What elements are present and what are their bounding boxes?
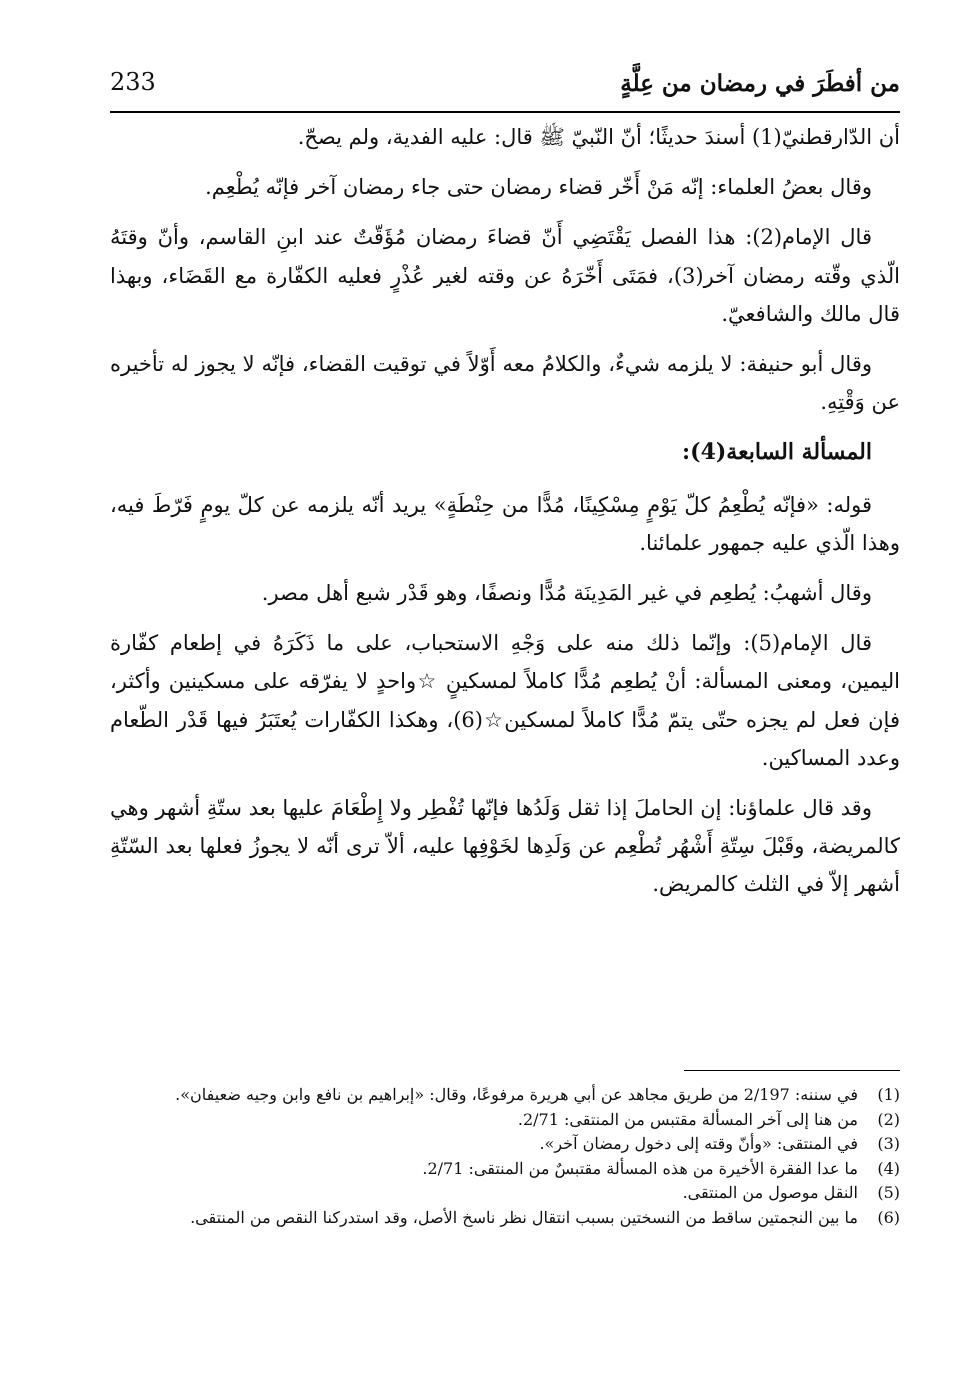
paragraph: قال الإمام(5): وإنّما ذلك منه على وَجْهِ الاستحباب، على ما ذَكَرَهُ في إطعام كفّارة اليمين، ومعنى المسألة: أنْ يُطعِم مُدًّا كاملاً لمسكينٍ ☆واحدٍ لا يفرّقه على مسكينين وأكثر، فإن فعل لم يجزه حتّى يتمّ مُدًّا كاملاً لمسكين☆(6)، وهكذا الكفّارات يُعتَبَرُ فيها قَدْر الطّعام وعدد المساكين. bbox=[110, 631, 901, 770]
footnote-number: (2) bbox=[877, 1109, 900, 1129]
paragraph: وقال أشهبُ: يُطعِم في غير المَدِينَة مُدًّا ونصفًا، وهو قَدْر شبع أهل مصر. bbox=[261, 581, 872, 606]
footnote bbox=[110, 1108, 900, 1133]
paragraph: أن الدّارقطنيّ(1) أسندَ حديثًا؛ أنّ النّبيّ ﷺ قال: عليه الفدية، ولم يصحّ. bbox=[297, 125, 900, 149]
footnote bbox=[110, 1083, 900, 1108]
page-number: 233 bbox=[110, 68, 156, 96]
footnote-number: (1) bbox=[877, 1085, 900, 1104]
page-header bbox=[110, 64, 900, 108]
paragraph: وقد قال علماؤنا: إن الحاملَ إذا ثقل وَلَدُها فإنّها تُفْطِر ولا إِطْعَامَ عليها بعد ستّةِ أشهر وهي كالمريضة، وقَبْلَ سِتّةِ أَشْهُر تُطْعِم عن وَلَدِها لخَوْفِها عليه، ألاّ ترى أنّه لا يجوزُ فعلها بعد السّتّةِ أشهر إلاّ في الثلث كالمريض. bbox=[110, 796, 900, 897]
footnotes bbox=[110, 1083, 900, 1231]
paragraph: قال الإمام(2): هذا الفصل يَقْتَضِي أَنّ قضاءَ رمضان مُؤَقّتٌ عند ابنِ القاسم، وأنّ وقتَهُ الّذي وقّته رمضان آخر(3)، فمَتَى أَخّرَهُ عن وقته لغير عُذْرٍ فعليه الكفّارة مع القَضَاء، وبهذا قال مالك والشافعيّ. bbox=[110, 225, 901, 326]
footnote-text: في سننه: 2/197 من طريق مجاهد عن أبي هريرة مرفوعًا، وقال: «إبراهيم بن نافع وابن وجيه ضعيفان». bbox=[175, 1085, 858, 1104]
footnote-number: (3) bbox=[877, 1134, 900, 1154]
paragraph: وقال أبو حنيفة: لا يلزمه شيءٌ، والكلامُ معه أَوّلاً في توقيت القضاء، فإنّه لا يجوز له تأخيره عن وَقْتِهِ. bbox=[110, 352, 900, 415]
paragraph: وقال بعضُ العلماء: إنّه مَنْ أَخّر قضاء رمضان حتى جاء رمضان آخر فإنّه يُطْعِم. bbox=[205, 175, 872, 200]
footnote-number: (5) bbox=[877, 1183, 900, 1203]
header-divider bbox=[110, 111, 900, 113]
section-heading: المسألة السابعة(4): bbox=[682, 439, 872, 466]
footnote-text: في المنتقى: «وأنّ وقته إلى دخول رمضان آخر». bbox=[539, 1134, 858, 1154]
footnote bbox=[110, 1181, 900, 1206]
footnote-number: (4) bbox=[877, 1158, 900, 1178]
footnote-text: ما بين النجمتين ساقط من النسختين بسبب انتقال نظر ناسخ الأصل، وقد استدركنا النقص من المنتقى. bbox=[190, 1207, 858, 1227]
body-text bbox=[110, 118, 900, 916]
footnote bbox=[110, 1157, 900, 1182]
paragraph: قوله: «فإنّه يُطْعِمُ كلّ يَوْمٍ مِسْكِينًا، مُدًّا من حِنْطَةٍ» يريد أنّه يلزمه عن كلّ يومٍ فَرّطَ فيه، وهذا الّذي عليه جمهور علمائنا. bbox=[110, 492, 900, 555]
footnote bbox=[110, 1132, 900, 1157]
running-title: من أفطَرَ في رمضان من عِلَّةٍ bbox=[620, 70, 900, 97]
footnote-number: (6) bbox=[877, 1207, 900, 1227]
footnote bbox=[110, 1206, 900, 1231]
footnote-text: النقل موصول من المنتقى. bbox=[682, 1183, 858, 1203]
footnote-divider bbox=[684, 1070, 900, 1071]
footnote-text: من هنا إلى آخر المسألة مقتبس من المنتقى: 2/71. bbox=[517, 1109, 858, 1129]
footnote-text: ما عدا الفقرة الأخيرة من هذه المسألة مقتبسٌ من المنتقى: 2/71. bbox=[422, 1158, 858, 1178]
